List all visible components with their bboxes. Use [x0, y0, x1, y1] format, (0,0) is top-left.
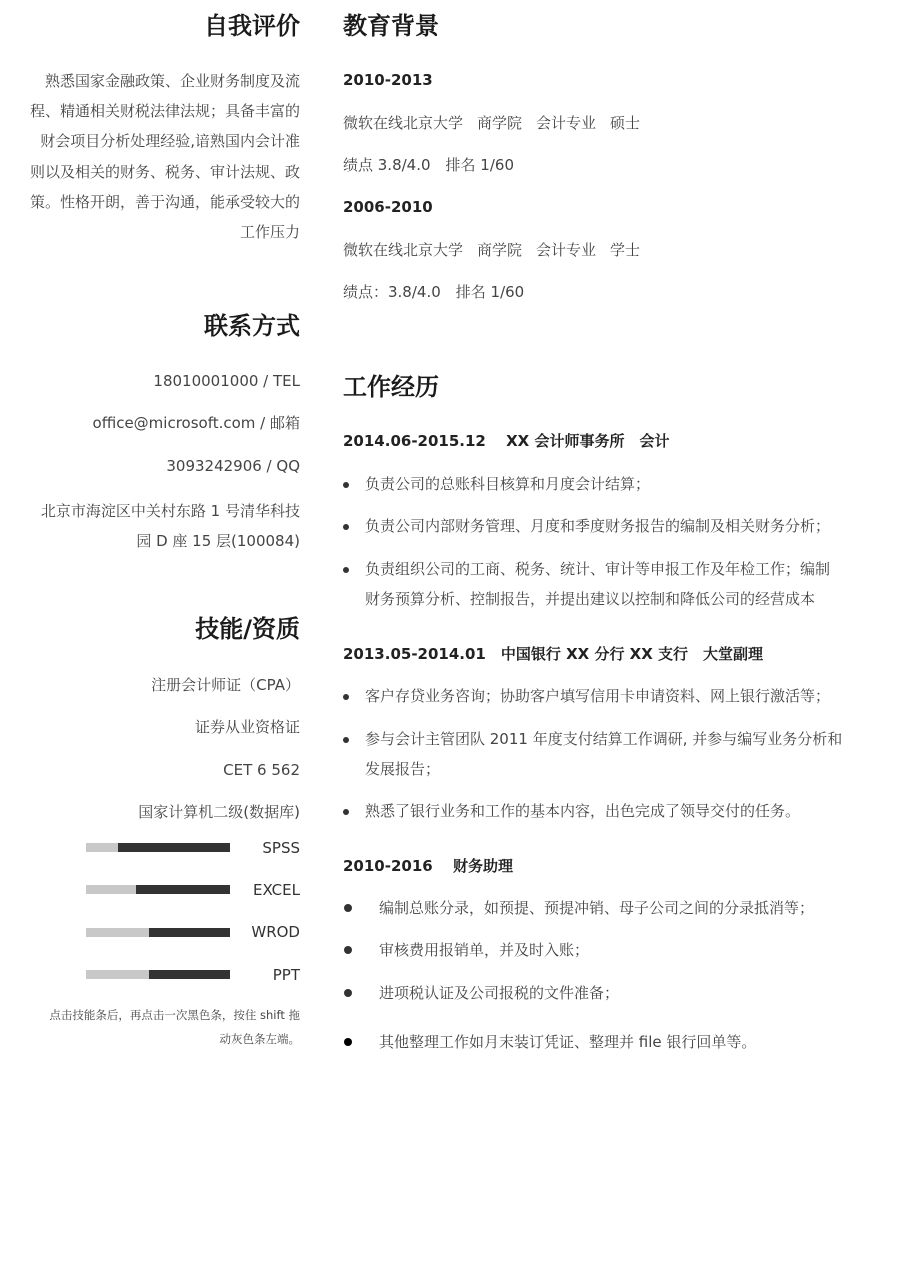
skill-bar-excel[interactable] — [86, 885, 230, 894]
edu-degree: 硕士 — [610, 114, 641, 132]
job-header: 2013.05-2014.01 中国银行 XX 分行 XX 支行 大堂副理 — [343, 645, 764, 663]
edu-period: 2010-2013 — [343, 71, 433, 89]
contact-address: 北京市海淀区中关村东路 1 号清华科技园 D 座 15 层(100084) — [40, 502, 300, 550]
bullet-text: 编制总账分录，如预提、预提冲销、母子公司之间的分录抵消等； — [379, 899, 815, 917]
bullet-dot-icon — [344, 1038, 352, 1046]
job-bullet — [343, 978, 843, 1008]
skill-label-spss: SPSS — [262, 839, 300, 857]
contact-title: 联系方式 — [204, 312, 300, 340]
self-eval-text: 熟悉国家金融政策、企业财务制度及流程、精通相关财税法律法规；具备丰富的财会项目分析处理经验,谙熟国内会计准则以及相关的财务、税务、审计法规、政策。性格开朗，善于沟通，能承受较大的工作压力 — [30, 72, 301, 242]
skill-note: 点击技能条后，再点击一次黑色条，按住 shift 拖动灰色条左端。 — [49, 1008, 300, 1046]
bullet-dot-icon — [344, 946, 352, 954]
bullet-text: 负责公司的总账科目核算和月度会计结算； — [365, 475, 651, 493]
cert-item: 国家计算机二级(数据库) — [138, 803, 300, 821]
edu-school-line — [343, 108, 640, 138]
bullet-text: 负责组织公司的工商、税务、统计、审计等申报工作及年检工作；编制财务预算分析、控制报告，并提出建议以控制和降低公司的经营成本 — [365, 560, 831, 608]
edu-gpa: 绩点：3.8/4.0 排名 1/60 — [343, 283, 525, 301]
skill-bar-ppt[interactable] — [86, 970, 230, 979]
skill-bar-fill[interactable] — [149, 928, 230, 937]
edu-school: 微软在线北京大学 — [343, 114, 464, 132]
bullet-text: 进项税认证及公司报税的文件准备； — [379, 984, 620, 1002]
skill-label-wrod: WROD — [251, 923, 300, 941]
self-eval-title: 自我评价 — [204, 12, 300, 40]
bullet-text: 参与会计主管团队 2011 年度支付结算工作调研, 并参与编写业务分析和发展报告； — [365, 730, 843, 778]
cert-item: 证券从业资格证 — [194, 718, 300, 736]
job-bullet — [343, 935, 843, 965]
bullet-dot-icon — [343, 694, 349, 700]
skill-label-ppt: PPT — [272, 966, 300, 984]
job-bullet — [343, 796, 843, 826]
cert-item: CET 6 562 — [223, 761, 300, 779]
bullet-dot-icon — [343, 482, 349, 488]
contact-email: office@microsoft.com / 邮箱 — [92, 414, 300, 432]
job-bullet — [343, 511, 843, 541]
job-bullet — [343, 1027, 843, 1057]
job-bullet — [343, 469, 843, 499]
skill-bar-fill[interactable] — [136, 885, 230, 894]
cert-item: 注册会计师证（CPA） — [151, 676, 300, 694]
skill-bar-wrod[interactable] — [86, 928, 230, 937]
job-header: 2010-2016 财务助理 — [343, 857, 513, 875]
job-bullet — [343, 554, 843, 614]
edu-college: 商学院 — [477, 114, 523, 132]
bullet-dot-icon — [343, 737, 349, 743]
skills-title: 技能/资质 — [195, 615, 300, 643]
bullet-text: 客户存贷业务咨询；协助客户填写信用卡申请资料、网上银行激活等； — [365, 687, 831, 705]
bullet-text: 熟悉了银行业务和工作的基本内容，出色完成了领导交付的任务。 — [365, 802, 801, 820]
edu-school-line — [343, 235, 640, 265]
contact-phone: 18010001000 / TEL — [153, 372, 300, 390]
bullet-text: 负责公司内部财务管理、月度和季度财务报告的编制及相关财务分析； — [365, 517, 831, 535]
edu-period: 2006-2010 — [343, 198, 433, 216]
edu-degree: 学士 — [610, 241, 641, 259]
contact-qq: 3093242906 / QQ — [166, 457, 300, 475]
skill-bar-spss[interactable] — [86, 843, 230, 852]
bullet-dot-icon — [343, 524, 349, 530]
edu-major: 会计专业 — [536, 241, 597, 259]
job-header: 2014.06-2015.12 XX 会计师事务所 会计 — [343, 432, 670, 450]
bullet-text: 审核费用报销单，并及时入账； — [379, 941, 590, 959]
edu-college: 商学院 — [477, 241, 523, 259]
bullet-dot-icon — [343, 809, 349, 815]
skill-bar-fill[interactable] — [118, 843, 230, 852]
skill-label-excel: EXCEL — [253, 881, 300, 899]
edu-major: 会计专业 — [536, 114, 597, 132]
bullet-dot-icon — [344, 904, 352, 912]
bullet-dot-icon — [344, 989, 352, 997]
job-bullet — [343, 893, 843, 923]
job-bullet — [343, 724, 843, 784]
edu-school: 微软在线北京大学 — [343, 241, 464, 259]
bullet-dot-icon — [343, 567, 349, 573]
education-title: 教育背景 — [343, 12, 439, 40]
bullet-text: 其他整理工作如月末装订凭证、整理并 file 银行回单等。 — [379, 1033, 757, 1051]
skill-bar-fill[interactable] — [149, 970, 230, 979]
edu-gpa: 绩点 3.8/4.0 排名 1/60 — [343, 156, 514, 174]
job-bullet — [343, 681, 843, 711]
work-title: 工作经历 — [343, 373, 439, 401]
